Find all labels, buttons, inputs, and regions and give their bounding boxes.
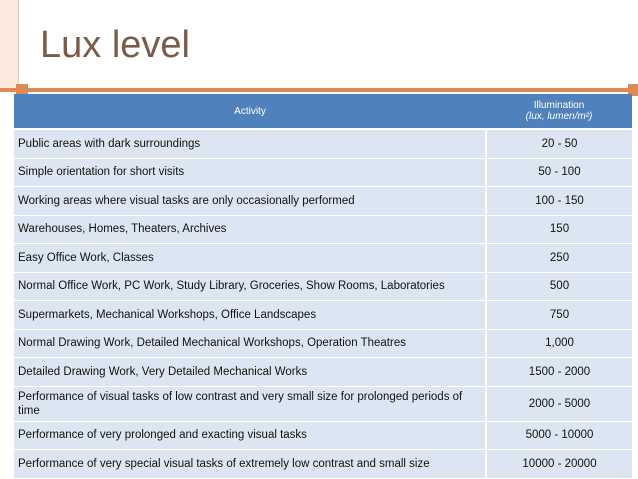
activity-cell: Performance of very special visual tasks of extremely low contrast and small size <box>14 450 486 478</box>
table-row <box>14 301 632 330</box>
activity-cell: Performance of visual tasks of low contrast and very small size for prolonged periods of time <box>14 386 486 421</box>
table-row <box>14 215 632 244</box>
illumination-cell: 5000 - 10000 <box>486 421 632 450</box>
illumination-cell: 150 <box>486 215 632 244</box>
column-header-illumination <box>486 94 632 129</box>
activity-cell: Detailed Drawing Work, Very Detailed Mechanical Works <box>14 358 486 387</box>
illumination-cell: 10000 - 20000 <box>486 450 632 478</box>
illumination-cell: 100 - 150 <box>486 187 632 216</box>
illumination-cell: 500 <box>486 272 632 301</box>
table-row <box>14 272 632 301</box>
lux-level-table <box>14 94 632 478</box>
activity-cell: Easy Office Work, Classes <box>14 244 486 273</box>
activity-cell: Working areas where visual tasks are only occasionally performed <box>14 187 486 216</box>
illumination-cell: 1,000 <box>486 329 632 358</box>
illumination-cell: 2000 - 5000 <box>486 386 632 421</box>
table-row <box>14 386 632 421</box>
table-row <box>14 244 632 273</box>
table-row <box>14 450 632 478</box>
table-header-row <box>14 94 632 129</box>
illumination-cell: 50 - 100 <box>486 158 632 187</box>
page-title: Lux level <box>40 24 190 66</box>
activity-cell: Public areas with dark surroundings <box>14 129 486 158</box>
activity-cell: Normal Office Work, PC Work, Study Library, Groceries, Show Rooms, Laboratories <box>14 272 486 301</box>
activity-cell: Performance of very prolonged and exacting visual tasks <box>14 421 486 450</box>
illumination-header-label: Illumination <box>533 100 585 111</box>
table-row <box>14 187 632 216</box>
decor-side-line <box>18 0 19 88</box>
column-header-activity: Activity <box>14 94 486 129</box>
accent-divider <box>0 88 638 92</box>
activity-cell: Simple orientation for short visits <box>14 158 486 187</box>
illumination-cell: 20 - 50 <box>486 129 632 158</box>
decor-side-bar <box>0 0 18 88</box>
table-row <box>14 358 632 387</box>
illumination-header-unit: (lux, lumen/m²) <box>525 111 593 122</box>
illumination-cell: 1500 - 2000 <box>486 358 632 387</box>
activity-cell: Supermarkets, Mechanical Workshops, Office Landscapes <box>14 301 486 330</box>
illumination-cell: 250 <box>486 244 632 273</box>
activity-cell: Warehouses, Homes, Theaters, Archives <box>14 215 486 244</box>
table-row <box>14 329 632 358</box>
illumination-cell: 750 <box>486 301 632 330</box>
table-row <box>14 158 632 187</box>
table-row <box>14 421 632 450</box>
table-row <box>14 129 632 158</box>
activity-cell: Normal Drawing Work, Detailed Mechanical Workshops, Operation Theatres <box>14 329 486 358</box>
